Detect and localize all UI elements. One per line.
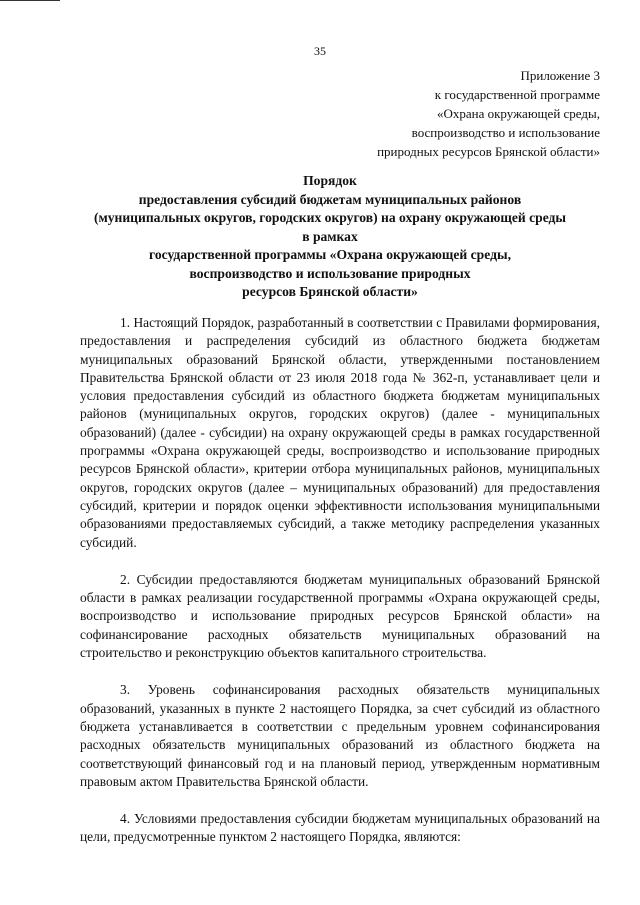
title-line: Порядок <box>303 173 357 188</box>
paragraph-1: 1. Настоящий Порядок, разработанный в соответствии с Правилами формирования, предоставления и распределения субсидий из областного бюджета бюджетам муниципальных образований Брянской области, утвержденными постановлением Правительства Брянской области от 23 июля 2018 года № 362-п, устанавливает цели и условия предоставления субсидий из областного бюджета бюджетам муниципальных районов (муниципальных округов, городских округов) (далее - муниципальных образований) (далее - субсидии) на охрану окружающей среды в рамках государственной программы «Охрана окружающей среды, воспроизводство и использование природных ресурсов Брянской области», критерии отбора муниципальных районов, муниципальных округов, городских округов (далее – муниципальных образований) для предоставления субсидий, критерии и порядок оценки эффективности использования муниципальными образованиями предоставляемых субсидий, а также методику распределения указанных субсидий. <box>80 315 600 550</box>
appendix-header <box>260 66 600 161</box>
title-line: государственной программы «Охрана окружающей среды, <box>149 247 511 262</box>
title-line: в рамках <box>302 228 358 244</box>
title-line: ресурсов Брянской области» <box>242 284 418 299</box>
title-line: воспроизводство и использование природных <box>189 265 471 281</box>
appendix-line: природных ресурсов Брянской области» <box>377 144 600 159</box>
appendix-line: «Охрана окружающей среды, <box>436 106 600 121</box>
appendix-line: воспроизводство и использование <box>411 125 600 140</box>
appendix-line: Приложение 3 <box>520 68 600 83</box>
paragraph-3: 3. Уровень софинансирования расходных обязательств муниципальных образований, указанных в пункте 2 настоящего Порядка, за счет субсидий из областного бюджета устанавливается в соответствии с предельным уровнем софинансирования расходных обязательств муниципальных образований из областного бюджета на соответствующий финансовый год и на плановый период, утвержденным нормативным правовым актом Правительства Брянской области. <box>80 682 600 789</box>
appendix-line: к государственной программе <box>434 87 600 102</box>
paragraph-2: 2. Субсидии предоставляются бюджетам муниципальных образований Брянской области в рамках реализации государственной программы «Охрана окружающей среды, воспроизводство и использование природных ресурсов Брянской области» на софинансирование расходных обязательств муниципальных образований на строительство и реконструкцию объектов капитального строительства. <box>80 571 600 661</box>
top-rule <box>0 0 60 1</box>
document-title <box>60 172 600 302</box>
paragraph-4: 4. Условиями предоставления субсидии бюджетам муниципальных образований на цели, предусмотренные пунктом 2 настоящего Порядка, являются: <box>80 811 600 845</box>
page-number: 35 <box>314 44 326 58</box>
title-line: (муниципальных округов, городских округов) на охрану окружающей среды <box>93 210 567 225</box>
title-line: предоставления субсидий бюджетам муниципальных районов <box>138 191 522 207</box>
document-body <box>80 314 600 866</box>
